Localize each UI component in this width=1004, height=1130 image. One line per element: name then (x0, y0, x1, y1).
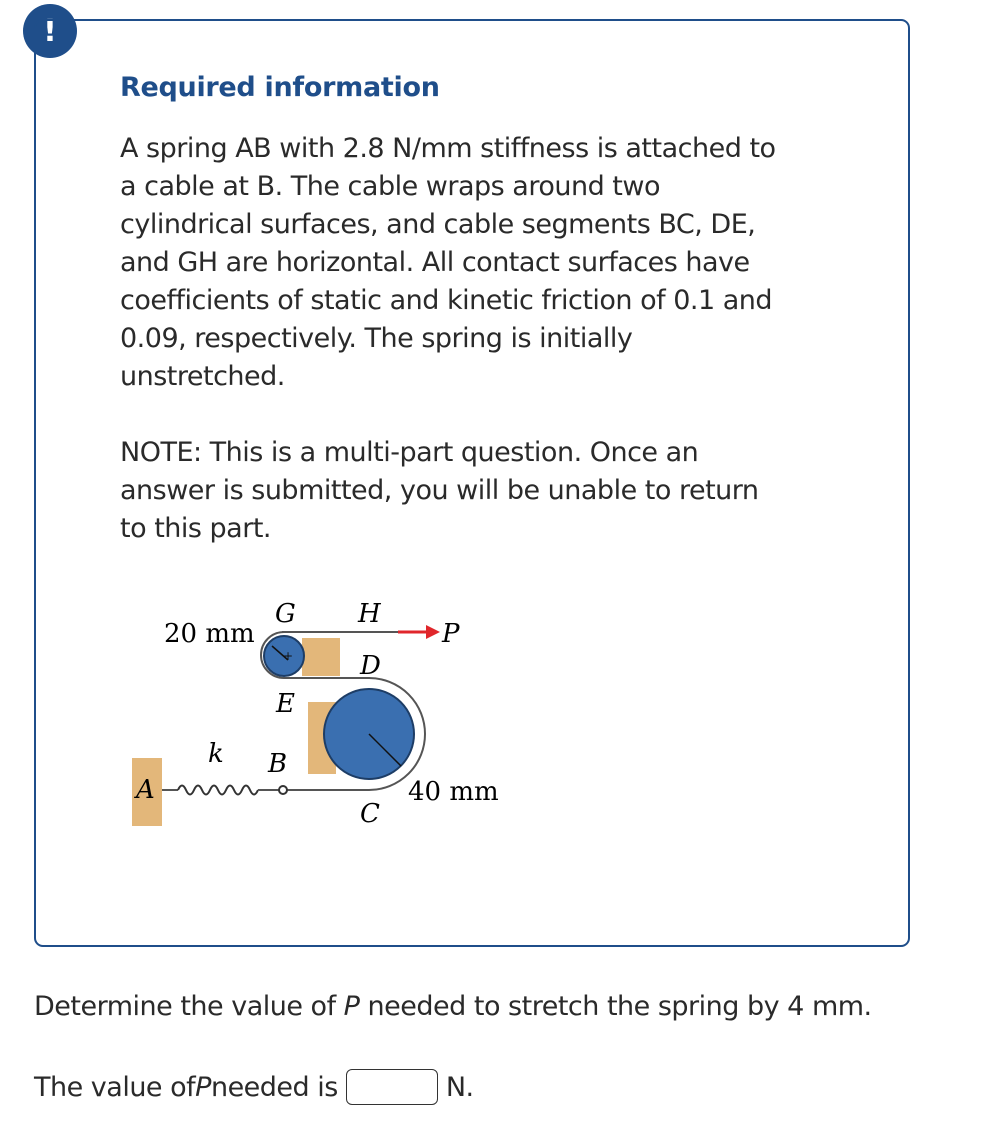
label-D: D (360, 651, 381, 681)
answer-label-after: needed is (210, 1071, 338, 1103)
problem-line: cylindrical surfaces, and cable segments BC, DE, (120, 209, 756, 240)
point-B (279, 786, 287, 794)
answer-label-before: The value of (34, 1071, 196, 1103)
cable-cylinder-figure (128, 590, 518, 840)
problem-line: unstretched. (120, 361, 285, 392)
problem-line: a cable at B. The cable wraps around two (120, 171, 660, 202)
label-P: P (442, 619, 460, 649)
alert-icon: ! (23, 4, 77, 58)
answer-variable: P (195, 1071, 211, 1103)
multi-part-note (120, 434, 820, 548)
problem-statement (120, 130, 820, 396)
answer-input[interactable] (346, 1069, 438, 1105)
card-title: Required information (120, 72, 440, 103)
answer-unit: N. (445, 1071, 474, 1103)
question-text-before: Determine the value of (34, 991, 344, 1022)
label-large-radius: 40 mm (408, 777, 499, 807)
label-C: C (360, 799, 380, 829)
force-arrowhead (426, 625, 440, 639)
note-line: to this part. (120, 513, 271, 544)
label-G: G (275, 599, 296, 629)
center-mark: + (283, 649, 294, 663)
problem-line: and GH are horizontal. All contact surfaces have (120, 247, 750, 278)
label-B: B (268, 749, 288, 779)
problem-line: coefficients of static and kinetic friction of 0.1 and (120, 285, 773, 316)
question-variable: P (343, 991, 360, 1022)
label-E: E (276, 689, 295, 719)
label-A: A (136, 775, 155, 805)
question-text (34, 988, 872, 1026)
note-line: answer is submitted, you will be unable to return (120, 475, 759, 506)
spring-AB (178, 786, 258, 795)
problem-line: 0.09, respectively. The spring is initially (120, 323, 633, 354)
label-H: H (358, 599, 381, 629)
label-small-radius: 20 mm (164, 619, 255, 649)
support-small (302, 638, 340, 676)
problem-line: A spring AB with 2.8 N/mm stiffness is attached to (120, 133, 776, 164)
question-text-after: needed to stretch the spring by 4 mm. (359, 991, 872, 1022)
answer-row (34, 1065, 474, 1109)
label-k: k (208, 739, 224, 769)
note-line: NOTE: This is a multi-part question. Once an (120, 437, 699, 468)
